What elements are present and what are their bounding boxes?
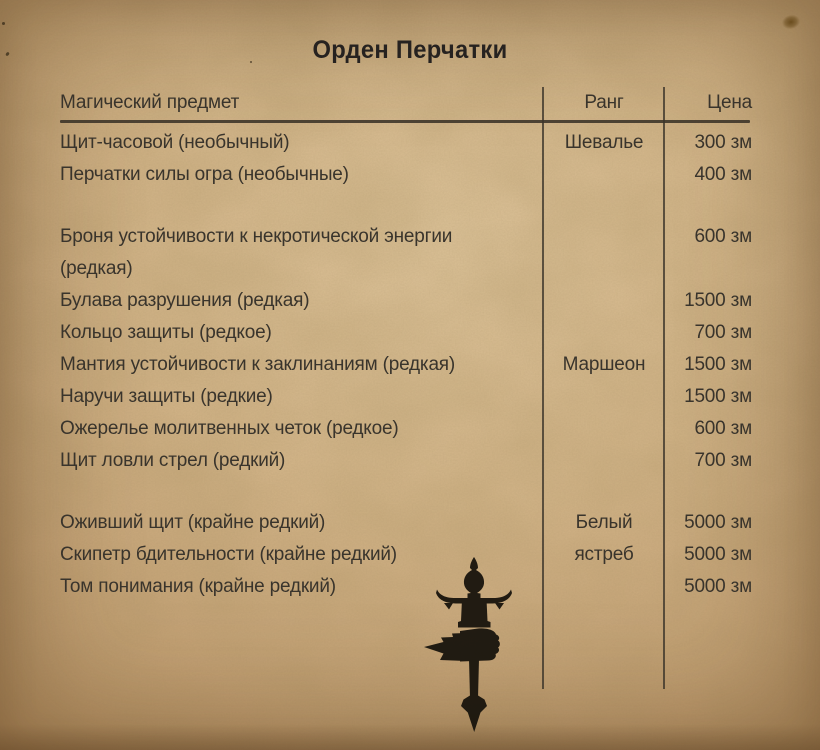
- table-row: [0, 507, 820, 539]
- price-value: 1500 зм: [684, 354, 752, 375]
- price-value: 300 зм: [694, 132, 752, 153]
- item-name: Оживший щит (крайне редкий): [60, 512, 326, 533]
- table-header-row: [0, 85, 820, 121]
- item-name: Щит ловли стрел (редкий): [60, 450, 286, 471]
- table-row: [0, 445, 820, 477]
- price-value: 600 зм: [694, 226, 752, 247]
- page-title: Орден Перчатки: [312, 36, 508, 64]
- price-value: 700 зм: [694, 322, 752, 343]
- item-name: Кольцо защиты (редкое): [60, 322, 272, 343]
- rank-value: Маршеон: [562, 354, 646, 375]
- item-name: Перчатки силы огра (необычные): [60, 164, 349, 185]
- item-name: Булава разрушения (редкая): [60, 290, 310, 311]
- price-value: 5000 зм: [684, 576, 752, 597]
- row-spacer: [0, 191, 820, 221]
- price-value: 5000 зм: [684, 512, 752, 533]
- rank-value: Белый: [575, 512, 633, 533]
- column-header-rank: Ранг: [584, 92, 624, 113]
- table-row: [0, 571, 820, 603]
- table-row: [0, 159, 820, 191]
- table-row: [0, 539, 820, 571]
- item-name: Броня устойчивости к некротической энергии (редкая): [60, 226, 453, 279]
- table-row: [0, 349, 820, 381]
- item-name: Щит-часовой (необычный): [60, 132, 290, 153]
- header-divider-line: [60, 120, 750, 123]
- table-row: [0, 381, 820, 413]
- item-name: Том понимания (крайне редкий): [60, 576, 336, 597]
- table-row: [0, 413, 820, 445]
- gauntlet-sword-emblem-icon: [414, 555, 529, 745]
- row-spacer: [0, 477, 820, 507]
- table-row: [0, 285, 820, 317]
- column-header-price: Цена: [707, 92, 752, 113]
- item-name: Ожерелье молитвенных четок (редкое): [60, 418, 399, 439]
- price-value: 600 зм: [694, 418, 752, 439]
- price-value: 5000 зм: [684, 544, 752, 565]
- price-value: 1500 зм: [684, 386, 752, 407]
- table-row: [0, 221, 820, 285]
- price-value: 400 зм: [694, 164, 752, 185]
- price-value: 1500 зм: [684, 290, 752, 311]
- rank-value: ястреб: [574, 544, 634, 565]
- table-body: [0, 127, 820, 603]
- table-row: [0, 317, 820, 349]
- price-value: 700 зм: [694, 450, 752, 471]
- rank-value: Шевалье: [564, 132, 644, 153]
- column-header-item: Магический предмет: [60, 92, 240, 113]
- table-row: [0, 127, 820, 159]
- item-name: Наручи защиты (редкие): [60, 386, 273, 407]
- item-name: Мантия устойчивости к заклинаниям (редкая): [60, 354, 456, 375]
- item-name: Скипетр бдительности (крайне редкий): [60, 544, 397, 565]
